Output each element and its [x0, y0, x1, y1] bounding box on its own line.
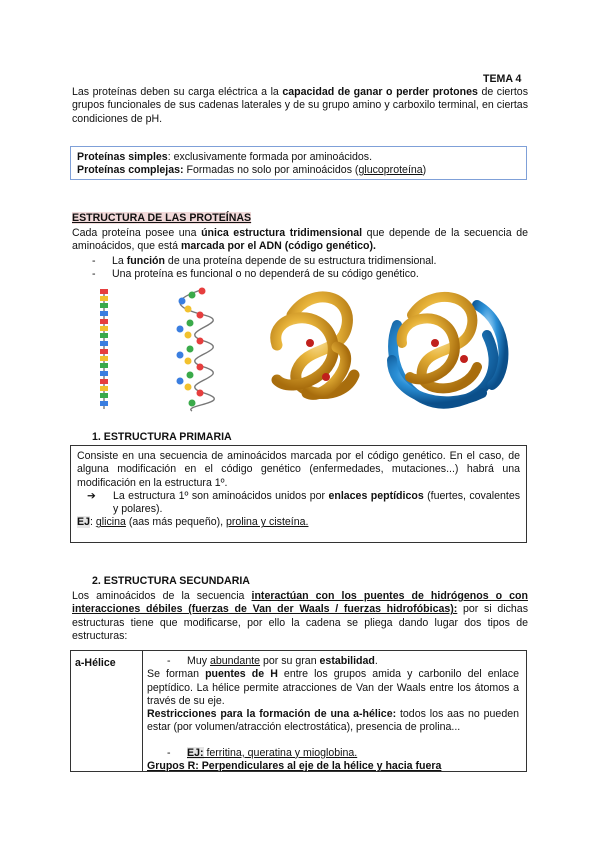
bullet-bold: función: [126, 255, 165, 267]
tertiary-structure-icon: [276, 297, 354, 394]
table-ej-text: ferritina, queratina y mioglobina.: [203, 746, 358, 759]
bullet-pre: La: [112, 255, 127, 267]
estructura-bullets: [92, 255, 528, 282]
secundaria-paragraph: [72, 590, 528, 643]
helice-ej-item: [167, 747, 519, 760]
ej-mid: (aas más pequeño),: [125, 516, 227, 529]
section-heading-secundaria: 2. ESTRUCTURA SECUNDARIA: [92, 575, 250, 587]
p1-bold: puentes de H: [205, 668, 278, 681]
ej-label: EJ: [77, 516, 90, 529]
grupos-r-text: Grupos R: Perpendiculares al eje de la hélice y hacia fuera: [147, 760, 442, 773]
ej-sep: :: [89, 516, 96, 529]
p2-post: todos los aas no pueden estar (por volumen/atracción electrostática), presencia de prolina...: [147, 708, 519, 734]
arrow-icon: ➔: [87, 489, 96, 502]
secundaria-bold-1: interactúan con los puentes de hidrógenos o con interacciones débiles (fuerzas de Van der Waals / fuerzas hidrofóbicas):: [72, 590, 528, 616]
secondary-helix-icon: [177, 288, 215, 412]
helice-row-label: a-Hélice: [75, 657, 116, 669]
primary-structure-icon: [100, 289, 108, 409]
helice-table: [70, 650, 527, 772]
p1-post: entre los grupos amida y carbonilo del enlace peptídico. La hélice permite atracciones de Van der Waals entre los átomos a través de su eje.: [147, 668, 519, 707]
estructura-heading-text: ESTRUCTURA DE LAS PROTEÍNAS: [72, 212, 252, 224]
primaria-box: [70, 445, 527, 543]
arrow-text-bold: enlaces peptídicos: [328, 489, 424, 502]
helice-paragraph-1: [147, 668, 519, 708]
ej-example-2: prolina y cisteína.: [226, 516, 309, 529]
helice-bullet-ej: [167, 747, 519, 760]
intro-text-1: Las proteínas deben su carga eléctrica a la: [72, 86, 283, 98]
simple-protein-line: [77, 151, 520, 164]
estructura-bullet: [92, 255, 528, 268]
table-ej-label: EJ:: [187, 746, 204, 759]
section-heading-primaria: 1. ESTRUCTURA PRIMARIA: [92, 431, 232, 443]
helice-bullet-item: [167, 655, 519, 668]
spacer: [147, 735, 519, 747]
complex-protein-label: Proteínas complejas:: [77, 164, 184, 177]
helice-bullet-1: [167, 655, 519, 668]
primaria-example: [77, 516, 520, 529]
helice-content-cell: [147, 655, 519, 773]
secundaria-text-1: Los aminoácidos de la secuencia: [72, 590, 252, 602]
estructura-bold-1: única estructura tridimensional: [201, 227, 363, 239]
helice-paragraph-2: [147, 708, 519, 735]
estructura-text-2: que depende de la secuencia de aminoácidos, que está: [72, 227, 529, 253]
arrow-text-pre: La estructura 1º son aminoácidos unidos por: [113, 489, 329, 502]
complex-protein-text: Formadas no solo por aminoácidos (: [183, 164, 359, 177]
bullet-pre: Una proteína es funcional o no dependerá de su código genético.: [112, 268, 419, 281]
quaternary-structure-icon: [392, 297, 503, 404]
section-heading-estructura: [72, 212, 251, 225]
estructura-bullet: [92, 268, 528, 281]
helice-row-label-cell: [71, 651, 143, 771]
b1-mid: por su gran: [260, 655, 320, 667]
arrow-text-post: (fuertes, covalentes y polares).: [113, 489, 521, 516]
intro-paragraph: [72, 86, 528, 126]
b1-end: .: [374, 655, 378, 667]
b1-underline: abundante: [209, 655, 261, 667]
ej-example-1: glicina: [95, 516, 126, 529]
intro-text-2: de ciertos grupos funcionales de sus cadenas laterales y de su grupo amino y carboxilo terminal, en ciertas condiciones de pH.: [72, 86, 528, 125]
complex-protein-end: ): [422, 164, 427, 177]
estructura-text-1: Cada proteína posee una: [72, 227, 202, 239]
helice-grupos-r: [147, 760, 519, 773]
p2-bold: Restricciones para la formación de una a-hélice:: [147, 708, 397, 721]
complex-protein-line: [77, 164, 520, 177]
b1-bold: estabilidad: [319, 655, 375, 667]
estructura-bold-2: marcada por el ADN (código genético).: [180, 240, 376, 253]
primaria-text: Consiste en una secuencia de aminoácidos marcada por el código genético. En el caso, de alguna modificación en el código genético (enfermedades, mutaciones...) habrá una modificación en la estructura 1º.: [77, 450, 520, 489]
simple-protein-text: : exclusivamente formada por aminoácidos.: [167, 151, 373, 163]
intro-bold-1: capacidad de ganar o perder protones: [282, 86, 478, 98]
b1-pre: Muy: [187, 655, 210, 667]
simple-protein-label: Proteínas simples: [77, 151, 168, 163]
secundaria-text-2: por si dichas estructuras tiene que modificarse, por ello la cadena se pliega dando lugar dos tipos de estructuras:: [72, 603, 528, 642]
bullet-post: de una proteína depende de su estructura tridimensional.: [164, 255, 437, 267]
complex-protein-example: glucoproteína: [358, 164, 423, 177]
protein-structures-figure: [92, 285, 524, 415]
protein-types-box: [70, 146, 527, 180]
p1-pre: Se forman: [147, 668, 206, 681]
primaria-arrow-item: [85, 490, 520, 517]
estructura-paragraph: [72, 227, 528, 254]
page-header-tema: TEMA 4: [483, 73, 522, 85]
